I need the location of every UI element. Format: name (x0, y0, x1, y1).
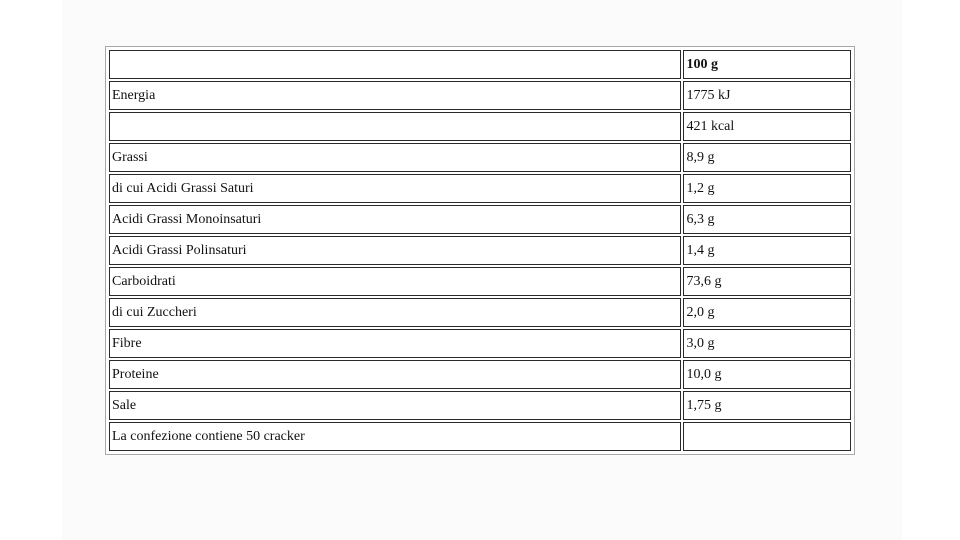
row-label: Grassi (109, 143, 681, 172)
row-label: di cui Zuccheri (109, 298, 681, 327)
table-row (109, 422, 851, 451)
row-value: 1,75 g (683, 391, 851, 420)
row-label: Acidi Grassi Polinsaturi (109, 236, 681, 265)
row-value: 2,0 g (683, 298, 851, 327)
row-value: 8,9 g (683, 143, 851, 172)
table-row (109, 205, 851, 234)
row-label: Carboidrati (109, 267, 681, 296)
table-row (109, 267, 851, 296)
row-value: 3,0 g (683, 329, 851, 358)
row-label: Sale (109, 391, 681, 420)
table-row (109, 236, 851, 265)
table-row (109, 298, 851, 327)
table-row (109, 143, 851, 172)
row-value: 1775 kJ (683, 81, 851, 110)
table-row (109, 81, 851, 110)
nutrition-table-grid (107, 48, 853, 453)
nutrition-table (105, 46, 855, 455)
row-value: 421 kcal (683, 112, 851, 141)
row-label: di cui Acidi Grassi Saturi (109, 174, 681, 203)
row-value: 1,2 g (683, 174, 851, 203)
row-value (683, 422, 851, 451)
row-label: Proteine (109, 360, 681, 389)
header-value-cell: 100 g (683, 50, 851, 79)
table-row (109, 112, 851, 141)
row-label: Energia (109, 81, 681, 110)
table-row (109, 329, 851, 358)
table-row (109, 360, 851, 389)
table-row (109, 391, 851, 420)
row-value: 1,4 g (683, 236, 851, 265)
row-label: La confezione contiene 50 cracker (109, 422, 681, 451)
row-value: 6,3 g (683, 205, 851, 234)
header-label-cell (109, 50, 681, 79)
row-value: 73,6 g (683, 267, 851, 296)
table-header-row (109, 50, 851, 79)
row-value: 10,0 g (683, 360, 851, 389)
row-label: Fibre (109, 329, 681, 358)
row-label (109, 112, 681, 141)
table-row (109, 174, 851, 203)
row-label: Acidi Grassi Monoinsaturi (109, 205, 681, 234)
